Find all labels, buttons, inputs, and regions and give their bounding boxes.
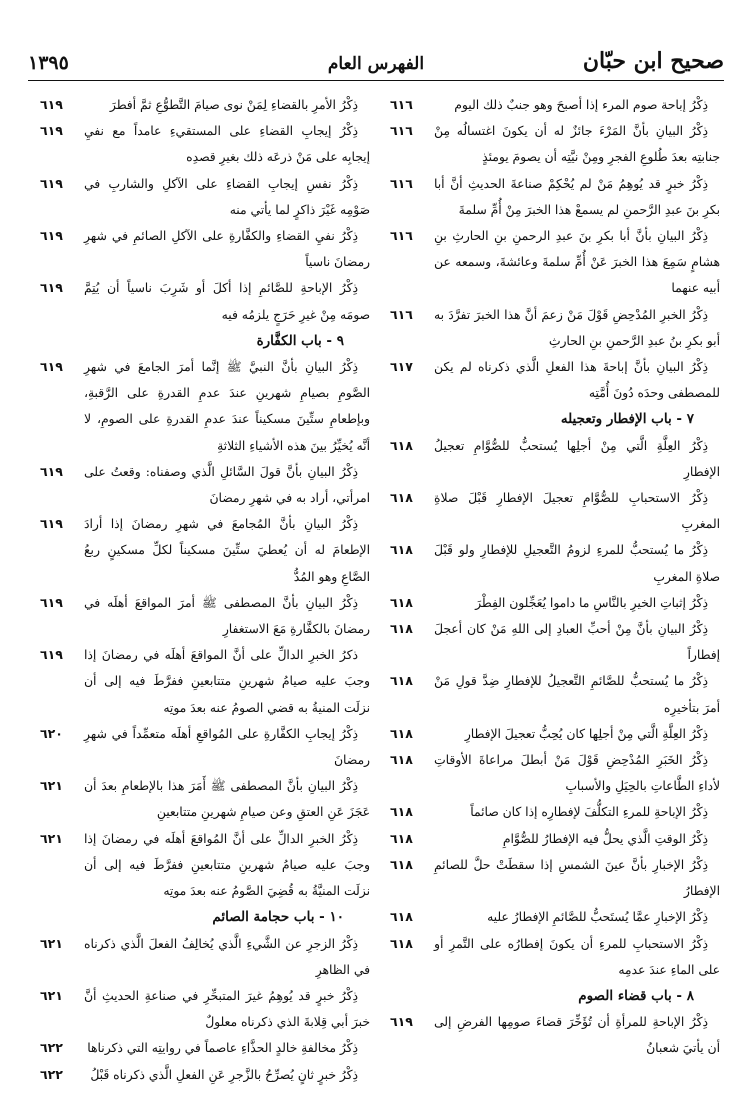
index-entry	[40, 826, 370, 905]
entry-text: ذِكْرُ إيجابِ الكفَّارةِ على المُواقعِ أهلَه متعمِّداً في شهرِ رمضانَ	[84, 726, 370, 768]
entry-page-number: ٦١٨	[390, 621, 413, 637]
entry-text: ذِكْرُ نفسِ إيجابِ القضاءِ على الآكلِ والشاربِ في صَوْمِه غَيْرَ ذاكرٍ لما يأتي منه	[84, 176, 370, 217]
entry-page-number: ٦١٦	[390, 306, 413, 322]
page-number: ١٣٩٥	[28, 52, 69, 74]
index-entry	[390, 92, 720, 118]
entry-page-number: ٦١٨	[390, 804, 413, 820]
index-entry	[40, 721, 370, 773]
entry-page-number: ٦١٨	[390, 490, 413, 506]
entry-page-number: ٦١٩	[40, 228, 63, 244]
index-entry	[390, 852, 720, 904]
entry-text: ذِكْرُ البيانِ بأنَّ النبيَّ ﷺ إنَّما أمرَ الجامعَ في شهرِ الصَّومِ بصيامِ شهرينِ عندَ عدمِ القدرةِ على الرَّقبةِ، وبإطعامِ ستِّينَ مسكيناً عندَ عدمِ القدرةِ على الصومِ، لا أنَّه يُخيِّرُ بينَ هذه الأشياءِ الثلاثةِ	[84, 360, 370, 453]
entry-page-number: ٦١٩	[390, 1014, 413, 1030]
index-entry	[40, 642, 370, 721]
index-entry	[40, 1035, 370, 1061]
entry-page-number: ٦١٦	[390, 175, 413, 191]
entry-page-number: ٦١٨	[390, 935, 413, 951]
entry-page-number: ٦١٨	[390, 909, 413, 925]
entry-page-number: ٦١٦	[390, 228, 413, 244]
section-heading-text: ١٠ - باب حجامة الصائم	[212, 909, 344, 926]
index-entry	[390, 904, 720, 930]
entry-text: ذِكْرُ البيانِ بأنَّ إباحةَ هذا الفعلِ الَّذي ذكرناه لم يكن للمصطفى وحدَه دُونَ أُمَّتِه	[434, 360, 720, 401]
entry-text: ذِكْرُ البيانِ بأنَّ مِنْ أحبِّ العبادِ إلى اللهِ مَنْ كان أعجلَ إفطاراً	[434, 622, 720, 663]
entry-text: ذِكْرُ مخالفةِ خالدٍ الحذَّاءِ عاصماً في روايتِه التي ذكرناها	[87, 1041, 358, 1056]
index-entry	[390, 1009, 720, 1061]
section-title: الفهرس العام	[327, 54, 425, 74]
entry-page-number: ٦١٩	[40, 594, 63, 610]
index-entry	[40, 275, 370, 327]
entry-text: ذِكْرُ الخَبَرِ المُدْحِضِ قَوْلَ مَنْ أبطلَ مراعاةَ الأوقاتِ لأداءِ الطَّاعاتِ بالحِيَلِ والأسبابِ	[434, 753, 720, 794]
entry-text: ذِكْرُ الخبرِ الدالِّ على أنَّ المُواقعَ أهلَه في رمضانَ إذا وجبَ عليه صيامُ شهرينِ متتابعينِ ففرَّطَ فيه إلى أن نزلَت المنيَّةُ به قُضِيَ الصَّومُ عنه بعدَ موتِه	[84, 831, 370, 899]
section-heading-text: ٧ - باب الإفطار وتعجيله	[560, 411, 694, 428]
index-entry	[390, 485, 720, 537]
entry-text: ذِكْرُ خبرٍ قد يُوهِمُ مَنْ لم يُحْكِمْ صناعةَ الحديثِ أنَّ أبا بكرِ بنَ عبدِ الرَّحمنِ لم يسمعْ هذا الخبرَ مِنْ أُمِّ سلمةَ	[434, 176, 720, 217]
entry-page-number: ٦٢٢	[40, 1040, 63, 1056]
section-heading-text: ٨ - باب قضاء الصوم	[578, 987, 694, 1004]
index-entry	[390, 747, 720, 799]
entry-page-number: ٦١٩	[40, 123, 63, 139]
entry-text: ذِكْرُ العِلَّةِ الَّتي مِنْ أجلِها كان يُحِبُّ تعجيلَ الإفطارِ	[464, 726, 708, 741]
entry-text: ذِكْرُ ما يُستحبُّ للصَّائمِ التَّعجيلُ للإفطارِ ضِدَّ قولِ مَنْ أمرَ بتأخيرِه	[434, 674, 720, 715]
section-heading	[390, 406, 720, 432]
entry-text: ذكرُ الخبرِ الدالِّ على أنَّ المواقعَ أهلَه في رمضانَ إذا وجبَ عليه صيامُ شهرينِ متتابعينِ ففرَّطَ فيه إلى أن نزلَت المنيةُ به قضي الصومُ عنه بعدَ موتِه	[84, 648, 370, 715]
index-entry	[390, 537, 720, 589]
entry-page-number: ٦٢١	[40, 778, 63, 794]
entry-text: ذِكْرُ خبرٍ ثانٍ يُصرِّحُ بالزَّجرِ عَنِ الفعلِ الَّذي ذكرناه قَبْلُ	[90, 1067, 358, 1082]
header-rule	[28, 80, 724, 81]
index-entry	[40, 773, 370, 825]
entry-page-number: ٦١٨	[390, 830, 413, 846]
entry-text: ذِكْرُ البيانِ بأنَّ المصطفى ﷺ أَمَرَ هذا بالإطعامِ بعدَ أن عَجَزَ عَنِ العتقِ وعن صيامِ شهرينِ متتابعينِ	[84, 779, 370, 820]
entry-page-number: ٦٢١	[40, 987, 63, 1003]
index-entry	[390, 668, 720, 720]
entry-text: ذِكْرُ الاستحبابِ للمرءِ أن يكونَ إفطارُه على التَّمرِ أو على الماءِ عندَ عدمِه	[434, 936, 720, 977]
entry-page-number: ٦١٨	[390, 725, 413, 741]
entry-text: ذِكْرُ الاستحبابِ للصُّوَّامِ تعجيلَ الإفطارِ قَبْلَ صلاةِ المغربِ	[434, 491, 720, 532]
index-column-left	[40, 92, 370, 1092]
entry-text: ذِكْرُ الأمرِ بالقضاءِ لِمَنْ نوى صيامَ التَّطوُّعِ ثمَّ أفطرَ	[109, 98, 358, 112]
entry-text: ذِكْرُ خبرٍ قد يُوهِمُ غيرَ المتبحِّرِ في صناعةِ الحديثِ أنَّ خبرَ أبي قِلابةَ الذي ذكرناه معلولٌ	[84, 988, 370, 1030]
index-entry	[390, 826, 720, 852]
entry-text: ذِكْرُ البيانِ بأنَّ المَرْءَ جائزٌ له أن يكونَ اغتسالُه مِنْ جنابتِه بعدَ طُلوعِ الفجرِ ومِنْ نيَّتِه أن يصومَ يومئذٍ	[434, 124, 720, 165]
entry-page-number: ٦١٨	[390, 437, 413, 453]
section-heading	[40, 328, 370, 354]
index-entry	[40, 511, 370, 590]
index-entry	[40, 459, 370, 511]
index-entry	[390, 223, 720, 302]
index-entry	[40, 354, 370, 459]
entry-text: ذِكْرُ إثباتِ الخيرِ بالنَّاسِ ما داموا يُعَجِّلون الفِطْرَ	[475, 595, 708, 610]
entry-text: ذِكْرُ البيانِ بأنَّ أبا بكرِ بنَ عبدِ الرحمنِ بنِ الحارثِ بنِ هشامٍ سَمِعَ هذا الخبرَ عَنْ أُمِّ سلمةَ وعائشةَ، وسمعه عن أبيه عنهما	[434, 229, 720, 296]
entry-page-number: ٦٢٠	[40, 725, 63, 741]
entry-page-number: ٦١٩	[40, 516, 63, 532]
index-entry	[40, 118, 370, 170]
index-entry	[390, 616, 720, 668]
index-entry	[390, 171, 720, 223]
index-column-right	[390, 92, 720, 1092]
index-entry	[390, 433, 720, 485]
index-entry	[40, 931, 370, 983]
entry-text: ذِكْرُ ما يُستحبُّ للمرءِ لزومُ التَّعجيلِ للإفطارِ ولو قَبْلَ صلاةِ المغربِ	[434, 543, 720, 584]
index-entry	[40, 92, 370, 118]
entry-text: ذِكْرُ البيانِ بأنَّ قولَ السَّائلِ الَّذي وصفناه: وقعتُ على امرأتي، أراد به في شهرِ رمضانَ	[84, 464, 370, 506]
index-entry	[390, 354, 720, 406]
entry-text: ذِكْرُ البيانِ بأنَّ المُجامعَ في شهرِ رمضانَ إذا أرادَ الإطعامَ له أن يُعطيَ ستِّينَ مسكيناً لكلِّ مسكينٍ ربعُ الصَّاعِ وهو المُدُّ	[84, 517, 370, 584]
section-heading-text: ٩ - باب الكفَّارة	[256, 332, 344, 349]
entry-page-number: ٦١٨	[390, 673, 413, 689]
entry-text: ذِكْرُ الزجرِ عن الشَّيءِ الَّذي يُخالِفُ الفعلَ الَّذي ذكرناه في الظاهرِ	[84, 936, 370, 977]
entry-text: ذِكْرُ الخبرِ المُدْحِضِ قَوْلَ مَنْ زعمَ أنَّ هذا الخبرَ تفرَّدَ به أبو بكرِ بنُ عبدِ الرَّحمنِ بنِ الحارثِ	[434, 307, 720, 348]
entry-text: ذِكْرُ الإخبارِ بأنَّ عينَ الشمسِ إذا سقطَتْ حلَّ للصائمِ الإفطارُ	[434, 857, 720, 899]
entry-page-number: ٦١٩	[40, 97, 63, 112]
entry-page-number: ٦١٦	[390, 123, 413, 139]
entry-text: ذِكْرُ إيجابِ القضاءِ على المستقيءِ عامداً مع نفيِ إيجابِه على مَنْ ذرعَه ذلك بغيرِ قصدِه	[84, 124, 370, 165]
section-heading	[40, 904, 370, 930]
entry-page-number: ٦١٧	[390, 359, 413, 375]
entry-page-number: ٦١٦	[390, 97, 413, 112]
entry-text: ذِكْرُ الإباحةِ للمرأةِ أن تُؤَخِّرَ قضاءَ صومِها الفرضِ إلى أن يأتيَ شعبانُ	[434, 1015, 720, 1056]
index-entry	[390, 118, 720, 170]
entry-page-number: ٦١٩	[40, 175, 63, 191]
entry-page-number: ٦٢١	[40, 935, 63, 951]
entry-text: ذِكْرُ الإباحةِ للصَّائمِ إذا أكلَ أو شَرِبَ ناسياً أن يُتِمَّ صومَه مِنْ غيرِ حَرَجٍ يلزمُه فيه	[84, 281, 370, 322]
index-entry	[390, 590, 720, 616]
entry-page-number: ٦١٩	[40, 280, 63, 296]
entry-text: ذِكْرُ إباحة صوم المرء إذا أصبحَ وهو جنبٌ ذلك اليوم	[454, 98, 708, 112]
index-entry	[40, 171, 370, 223]
entry-page-number: ٦١٨	[390, 752, 413, 768]
entry-page-number: ٦٢٢	[40, 1066, 63, 1082]
entry-page-number: ٦١٨	[390, 856, 413, 872]
book-title: صحيح ابن حبّان	[582, 48, 724, 74]
index-entry	[390, 931, 720, 983]
index-entry	[390, 302, 720, 354]
entry-page-number: ٦١٩	[40, 647, 63, 663]
index-entry	[40, 590, 370, 642]
index-entry	[40, 1062, 370, 1088]
entry-page-number: ٦١٩	[40, 463, 63, 479]
index-entry	[40, 983, 370, 1035]
page-header	[28, 44, 724, 74]
entry-text: ذِكْرُ الوقتِ الَّذي يحلُّ فيه الإفطارُ للصُّوَّامِ	[502, 831, 708, 846]
entry-page-number: ٦٢١	[40, 830, 63, 846]
entry-text: ذِكْرُ نفيِ القضاءِ والكفَّارةِ على الآكلِ الصائمِ في شهرِ رمضانَ ناسياً	[84, 229, 370, 270]
entry-page-number: ٦١٨	[390, 542, 413, 558]
entry-text: ذِكْرُ العِلَّةِ الَّتي مِنْ أجلِها يُستحبُّ للصُّوَّامِ تعجيلُ الإفطارِ	[434, 438, 720, 479]
section-heading	[390, 983, 720, 1009]
index-entry	[390, 799, 720, 825]
entry-text: ذِكْرُ الإباحةِ للمرءِ التكلُّفَ لإفطارِه إذا كان صائماً	[470, 805, 708, 820]
entry-page-number: ٦١٨	[390, 594, 413, 610]
index-entry	[390, 721, 720, 747]
index-entry	[40, 223, 370, 275]
entry-page-number: ٦١٩	[40, 359, 63, 375]
entry-text: ذِكْرُ البيانِ بأنَّ المصطفى ﷺ أمرَ المواقعَ أهلَه في رمضانَ بالكفَّارةِ مَعَ الاستغفارِ	[84, 595, 370, 637]
entry-text: ذِكْرُ الإخبارِ عمَّا يُستَحبُّ للصَّائمِ الإفطارُ عليه	[487, 910, 708, 925]
